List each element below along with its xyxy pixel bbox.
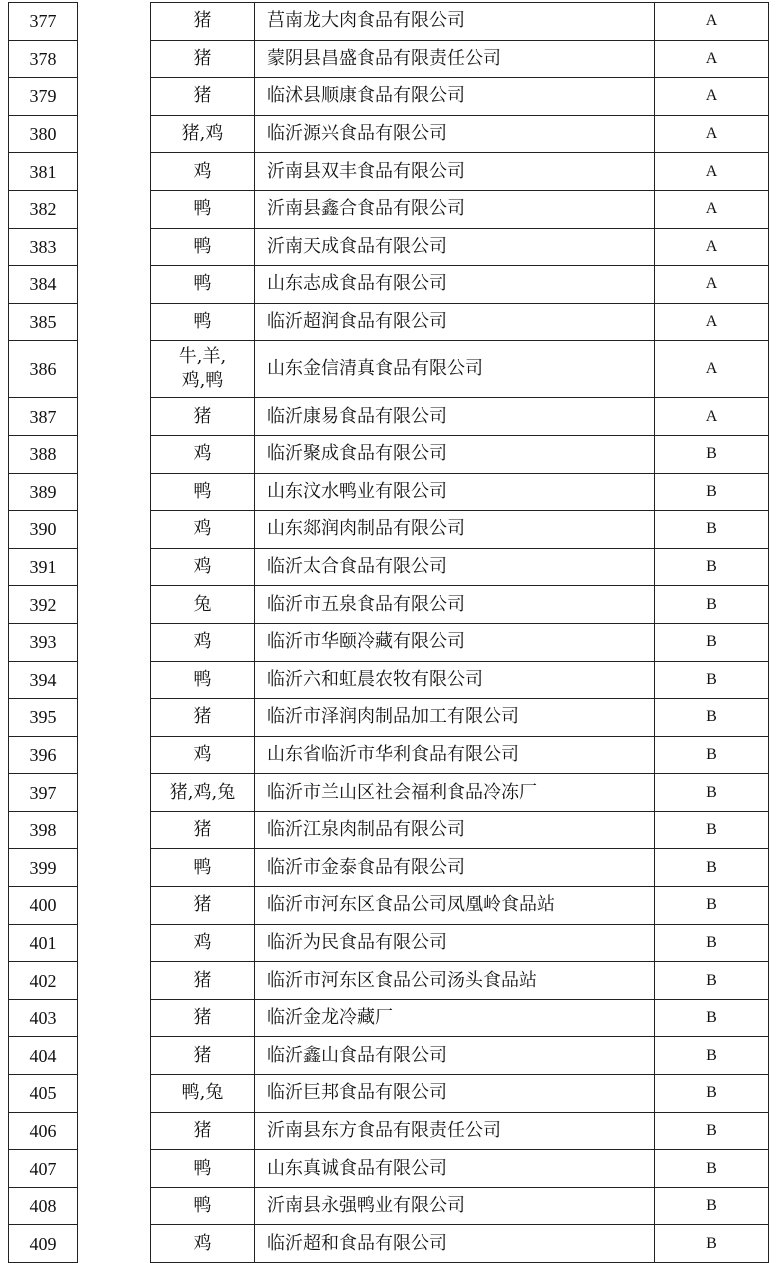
company-name: 沂南县鑫合食品有限公司 xyxy=(255,190,655,228)
company-name: 沂南县双丰食品有限公司 xyxy=(255,153,655,191)
company-name: 临沂为民食品有限公司 xyxy=(255,924,655,962)
grade-cell: A xyxy=(655,266,769,304)
grade-cell: B xyxy=(655,548,769,586)
region-cell xyxy=(78,435,151,473)
species-cell: 牛,羊, 鸡,鸭 xyxy=(151,341,255,398)
region-cell xyxy=(78,548,151,586)
species-cell: 鸭 xyxy=(151,1187,255,1225)
row-number: 407 xyxy=(9,1150,78,1188)
region-cell xyxy=(78,228,151,266)
region-cell xyxy=(78,962,151,1000)
species-cell: 鸭 xyxy=(151,228,255,266)
table-row xyxy=(9,849,769,887)
company-name: 蒙阴县昌盛食品有限责任公司 xyxy=(255,40,655,78)
grade-cell: B xyxy=(655,887,769,925)
table-row xyxy=(9,1037,769,1075)
table-row xyxy=(9,190,769,228)
species-cell: 鸭 xyxy=(151,661,255,699)
species-cell: 猪 xyxy=(151,40,255,78)
grade-cell: A xyxy=(655,398,769,436)
company-name: 临沂市泽润肉制品加工有限公司 xyxy=(255,699,655,737)
company-name: 临沂鑫山食品有限公司 xyxy=(255,1037,655,1075)
row-number: 384 xyxy=(9,266,78,304)
species-cell: 猪 xyxy=(151,1112,255,1150)
region-cell xyxy=(78,78,151,116)
table-row xyxy=(9,228,769,266)
grade-cell: B xyxy=(655,736,769,774)
enterprise-table xyxy=(8,2,769,1263)
species-cell: 鸡 xyxy=(151,548,255,586)
company-name: 临沂超润食品有限公司 xyxy=(255,303,655,341)
table-row xyxy=(9,1150,769,1188)
row-number: 399 xyxy=(9,849,78,887)
species-cell: 鸡 xyxy=(151,924,255,962)
table-row xyxy=(9,1075,769,1113)
row-number: 400 xyxy=(9,887,78,925)
grade-cell: A xyxy=(655,190,769,228)
region-cell xyxy=(78,699,151,737)
region-cell xyxy=(78,266,151,304)
table-row xyxy=(9,811,769,849)
row-number: 406 xyxy=(9,1112,78,1150)
species-cell: 兔 xyxy=(151,586,255,624)
table-row xyxy=(9,774,769,812)
row-number: 402 xyxy=(9,962,78,1000)
species-cell: 猪 xyxy=(151,398,255,436)
table-row xyxy=(9,1225,769,1263)
row-number: 388 xyxy=(9,435,78,473)
grade-cell: B xyxy=(655,1112,769,1150)
row-number: 386 xyxy=(9,341,78,398)
region-cell xyxy=(78,115,151,153)
row-number: 385 xyxy=(9,303,78,341)
row-number: 382 xyxy=(9,190,78,228)
species-cell: 猪,鸡 xyxy=(151,115,255,153)
species-cell: 鸭 xyxy=(151,1150,255,1188)
region-cell xyxy=(78,849,151,887)
row-number: 383 xyxy=(9,228,78,266)
row-number: 391 xyxy=(9,548,78,586)
table-row xyxy=(9,586,769,624)
grade-cell: B xyxy=(655,511,769,549)
company-name: 临沂金龙冷藏厂 xyxy=(255,999,655,1037)
species-cell: 猪 xyxy=(151,78,255,116)
table-row xyxy=(9,999,769,1037)
table-row xyxy=(9,153,769,191)
grade-cell: B xyxy=(655,924,769,962)
region-cell xyxy=(78,1112,151,1150)
row-number: 401 xyxy=(9,924,78,962)
row-number: 389 xyxy=(9,473,78,511)
species-cell: 猪,鸡,兔 xyxy=(151,774,255,812)
table-row xyxy=(9,3,769,41)
table-row xyxy=(9,548,769,586)
row-number: 378 xyxy=(9,40,78,78)
company-name: 临沂市河东区食品公司汤头食品站 xyxy=(255,962,655,1000)
region-cell xyxy=(78,999,151,1037)
species-cell: 猪 xyxy=(151,1037,255,1075)
region-cell xyxy=(78,473,151,511)
table-row xyxy=(9,115,769,153)
species-cell: 鸡 xyxy=(151,623,255,661)
grade-cell: B xyxy=(655,1075,769,1113)
region-cell xyxy=(78,40,151,78)
grade-cell: B xyxy=(655,774,769,812)
grade-cell: A xyxy=(655,3,769,41)
company-name: 临沂市兰山区社会福利食品冷冻厂 xyxy=(255,774,655,812)
species-cell: 鸡 xyxy=(151,153,255,191)
row-number: 381 xyxy=(9,153,78,191)
region-cell xyxy=(78,1187,151,1225)
table-row xyxy=(9,1187,769,1225)
company-name: 临沂市河东区食品公司凤凰岭食品站 xyxy=(255,887,655,925)
row-number: 392 xyxy=(9,586,78,624)
grade-cell: A xyxy=(655,153,769,191)
table-row xyxy=(9,661,769,699)
table-row xyxy=(9,341,769,398)
company-name: 临沂康易食品有限公司 xyxy=(255,398,655,436)
table-row xyxy=(9,962,769,1000)
company-name: 临沂市五泉食品有限公司 xyxy=(255,586,655,624)
grade-cell: B xyxy=(655,473,769,511)
row-number: 387 xyxy=(9,398,78,436)
grade-cell: B xyxy=(655,586,769,624)
region-cell xyxy=(78,811,151,849)
species-cell: 鸡 xyxy=(151,1225,255,1263)
company-name: 沂南天成食品有限公司 xyxy=(255,228,655,266)
table-row xyxy=(9,623,769,661)
table-row xyxy=(9,40,769,78)
species-cell: 鸭,兔 xyxy=(151,1075,255,1113)
region-cell xyxy=(78,303,151,341)
table-row xyxy=(9,736,769,774)
company-name: 临沂江泉肉制品有限公司 xyxy=(255,811,655,849)
row-number: 377 xyxy=(9,3,78,41)
region-cell xyxy=(78,1225,151,1263)
region-cell xyxy=(78,153,151,191)
row-number: 394 xyxy=(9,661,78,699)
table-row xyxy=(9,303,769,341)
species-cell: 猪 xyxy=(151,699,255,737)
row-number: 393 xyxy=(9,623,78,661)
region-cell xyxy=(78,1075,151,1113)
row-number: 395 xyxy=(9,699,78,737)
grade-cell: B xyxy=(655,1150,769,1188)
grade-cell: A xyxy=(655,115,769,153)
grade-cell: B xyxy=(655,849,769,887)
region-cell xyxy=(78,190,151,228)
region-cell xyxy=(78,623,151,661)
grade-cell: B xyxy=(655,1187,769,1225)
company-name: 临沂太合食品有限公司 xyxy=(255,548,655,586)
grade-cell: A xyxy=(655,40,769,78)
species-cell: 鸡 xyxy=(151,435,255,473)
region-cell xyxy=(78,736,151,774)
grade-cell: B xyxy=(655,435,769,473)
species-cell: 猪 xyxy=(151,887,255,925)
company-name: 山东省临沂市华利食品有限公司 xyxy=(255,736,655,774)
species-cell: 猪 xyxy=(151,999,255,1037)
row-number: 380 xyxy=(9,115,78,153)
table-row xyxy=(9,887,769,925)
company-name: 沂南县永强鸭业有限公司 xyxy=(255,1187,655,1225)
row-number: 405 xyxy=(9,1075,78,1113)
company-name: 山东真诚食品有限公司 xyxy=(255,1150,655,1188)
species-cell: 猪 xyxy=(151,811,255,849)
region-cell xyxy=(78,924,151,962)
grade-cell: A xyxy=(655,303,769,341)
company-name: 临沂市华颐冷藏有限公司 xyxy=(255,623,655,661)
species-cell: 鸡 xyxy=(151,511,255,549)
grade-cell: B xyxy=(655,623,769,661)
species-cell: 鸡 xyxy=(151,736,255,774)
region-cell xyxy=(78,586,151,624)
region-cell xyxy=(78,1150,151,1188)
grade-cell: B xyxy=(655,699,769,737)
row-number: 390 xyxy=(9,511,78,549)
company-name: 临沂六和虹晨农牧有限公司 xyxy=(255,661,655,699)
species-cell: 鸭 xyxy=(151,190,255,228)
grade-cell: B xyxy=(655,1037,769,1075)
species-cell: 鸭 xyxy=(151,266,255,304)
species-cell: 鸭 xyxy=(151,473,255,511)
grade-cell: B xyxy=(655,999,769,1037)
grade-cell: A xyxy=(655,341,769,398)
region-cell xyxy=(78,774,151,812)
grade-cell: B xyxy=(655,962,769,1000)
row-number: 398 xyxy=(9,811,78,849)
company-name: 山东汶水鸭业有限公司 xyxy=(255,473,655,511)
table-row xyxy=(9,435,769,473)
company-name: 山东金信清真食品有限公司 xyxy=(255,341,655,398)
company-name: 临沭县顺康食品有限公司 xyxy=(255,78,655,116)
company-name: 临沂聚成食品有限公司 xyxy=(255,435,655,473)
company-name: 莒南龙大肉食品有限公司 xyxy=(255,3,655,41)
company-name: 山东郯润肉制品有限公司 xyxy=(255,511,655,549)
company-name: 临沂超和食品有限公司 xyxy=(255,1225,655,1263)
region-cell xyxy=(78,887,151,925)
table-row xyxy=(9,473,769,511)
table-row xyxy=(9,699,769,737)
grade-cell: A xyxy=(655,228,769,266)
table-row xyxy=(9,266,769,304)
row-number: 409 xyxy=(9,1225,78,1263)
species-cell: 猪 xyxy=(151,962,255,1000)
species-cell: 鸭 xyxy=(151,849,255,887)
region-cell xyxy=(78,3,151,41)
table-body xyxy=(9,3,769,1263)
row-number: 379 xyxy=(9,78,78,116)
region-cell xyxy=(78,511,151,549)
region-cell xyxy=(78,1037,151,1075)
row-number: 404 xyxy=(9,1037,78,1075)
table-row xyxy=(9,924,769,962)
grade-cell: A xyxy=(655,78,769,116)
row-number: 408 xyxy=(9,1187,78,1225)
region-cell xyxy=(78,341,151,398)
company-name: 临沂市金泰食品有限公司 xyxy=(255,849,655,887)
row-number: 397 xyxy=(9,774,78,812)
species-cell: 鸭 xyxy=(151,303,255,341)
species-cell: 猪 xyxy=(151,3,255,41)
table-row xyxy=(9,511,769,549)
table-row xyxy=(9,398,769,436)
company-name: 山东志成食品有限公司 xyxy=(255,266,655,304)
table-row xyxy=(9,78,769,116)
company-name: 沂南县东方食品有限责任公司 xyxy=(255,1112,655,1150)
company-name: 临沂巨邦食品有限公司 xyxy=(255,1075,655,1113)
row-number: 403 xyxy=(9,999,78,1037)
company-name: 临沂源兴食品有限公司 xyxy=(255,115,655,153)
region-cell xyxy=(78,398,151,436)
grade-cell: B xyxy=(655,661,769,699)
table-row xyxy=(9,1112,769,1150)
grade-cell: B xyxy=(655,1225,769,1263)
region-cell xyxy=(78,661,151,699)
grade-cell: B xyxy=(655,811,769,849)
row-number: 396 xyxy=(9,736,78,774)
